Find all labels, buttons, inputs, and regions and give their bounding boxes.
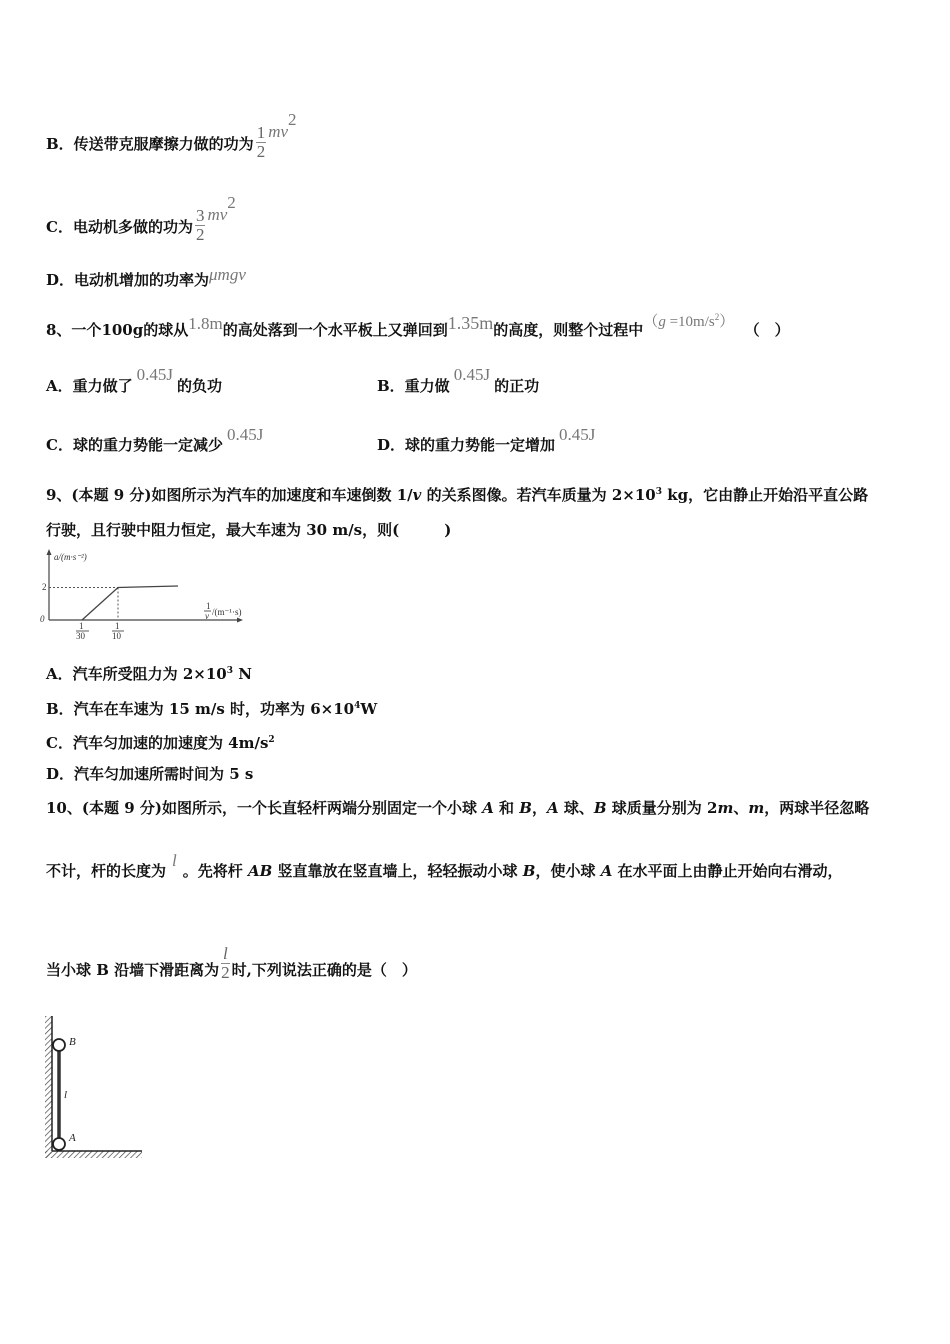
q10-stem-line3: 当小球 B 沿墙下滑距离为 $\frac{l}{2}$ 时,下列说法正确的是（ ） [46,943,417,982]
q8-stem: 8、一个100g的球从1.8m的高处落到一个水平板上又弹回到1.35m的高度，则整个过程中$(g =10m/s^2)$ （ ） [46,312,790,339]
x-tick-1-den: 30 [76,631,85,641]
q10-stem-line1: 10、(本题 9 分)如图所示，一个长直轻杆两端分别固定一个小球 A 和 B，A 球、B 球质量分别为 2m、m，两球半径忽略 [46,799,870,817]
label-b: B [69,1036,76,1048]
x-label-unit: /(m⁻¹·s) [212,607,242,617]
q9-option-a: A．汽车所受阻力为 $2\times 10^3$ N [46,665,252,683]
q7-option-b: B．传送带克服摩擦力做的功为 $\frac{1}{2}$ $mv^2$ [46,110,297,161]
label-a: A [69,1132,76,1144]
q9-option-b: B．汽车在车速为 15 m/s 时，功率为 $6\times 10^4W$ [46,700,378,718]
x-label-den: v [205,611,209,621]
q7-option-c: C．电动机多做的功为 $\frac{3}{2}$ $mv^2$ [46,193,236,244]
q9-graph [40,548,260,644]
q9-stem-line1: 9、(本题 9 分)如图所示为汽车的加速度和车速倒数 1/v 的关系图像。若汽车质量为 $2\times 10^3$ kg，它由静止开始沿平直公路 [46,486,869,504]
floor-hatch [45,1151,142,1158]
q9-stem-line2: 行驶，且行驶中阻力恒定，最大车速为 30 m/s，则( ) [46,521,452,539]
y-tick-2: 2 [42,582,47,592]
q8-option-a: A．重力做了0.45J的负功 [46,365,223,395]
q7-option-d: D．电动机增加的功率为μmgv [46,265,246,289]
y-axis-label: a/(m·s⁻²) [54,552,87,562]
x-label-num: 1 [206,601,211,611]
q9-option-d: D．汽车匀加速所需时间为 5 s [46,765,254,783]
q8-option-d: D．球的重力势能一定增加0.45J [377,425,596,454]
q8-option-c: C．球的重力势能一定减少0.45J [46,425,264,454]
origin-label: 0 [40,614,45,624]
ball-b [53,1039,65,1051]
q9-option-c: C．汽车匀加速的加速度为 $4m/s^2$ [46,734,275,752]
data-line [82,586,178,620]
q10-figure [42,1014,146,1162]
x-tick-2-den: 10 [112,631,121,641]
x-axis-arrow [237,618,243,623]
wall-hatch [45,1016,52,1158]
q8-option-b: B．重力做0.45J的正功 [377,365,540,395]
q10-stem-line2: 不计，杆的长度为l。先将杆 AB 竖直靠放在竖直墙上，轻轻振动小球 B，使小球 A 在水平面上由静止开始向右滑动， [46,851,843,880]
ball-a [53,1138,65,1150]
x-tick-1-num: 1 [79,621,84,631]
x-tick-2-num: 1 [115,621,120,631]
y-axis-arrow [47,549,52,555]
label-l: l [64,1089,68,1101]
